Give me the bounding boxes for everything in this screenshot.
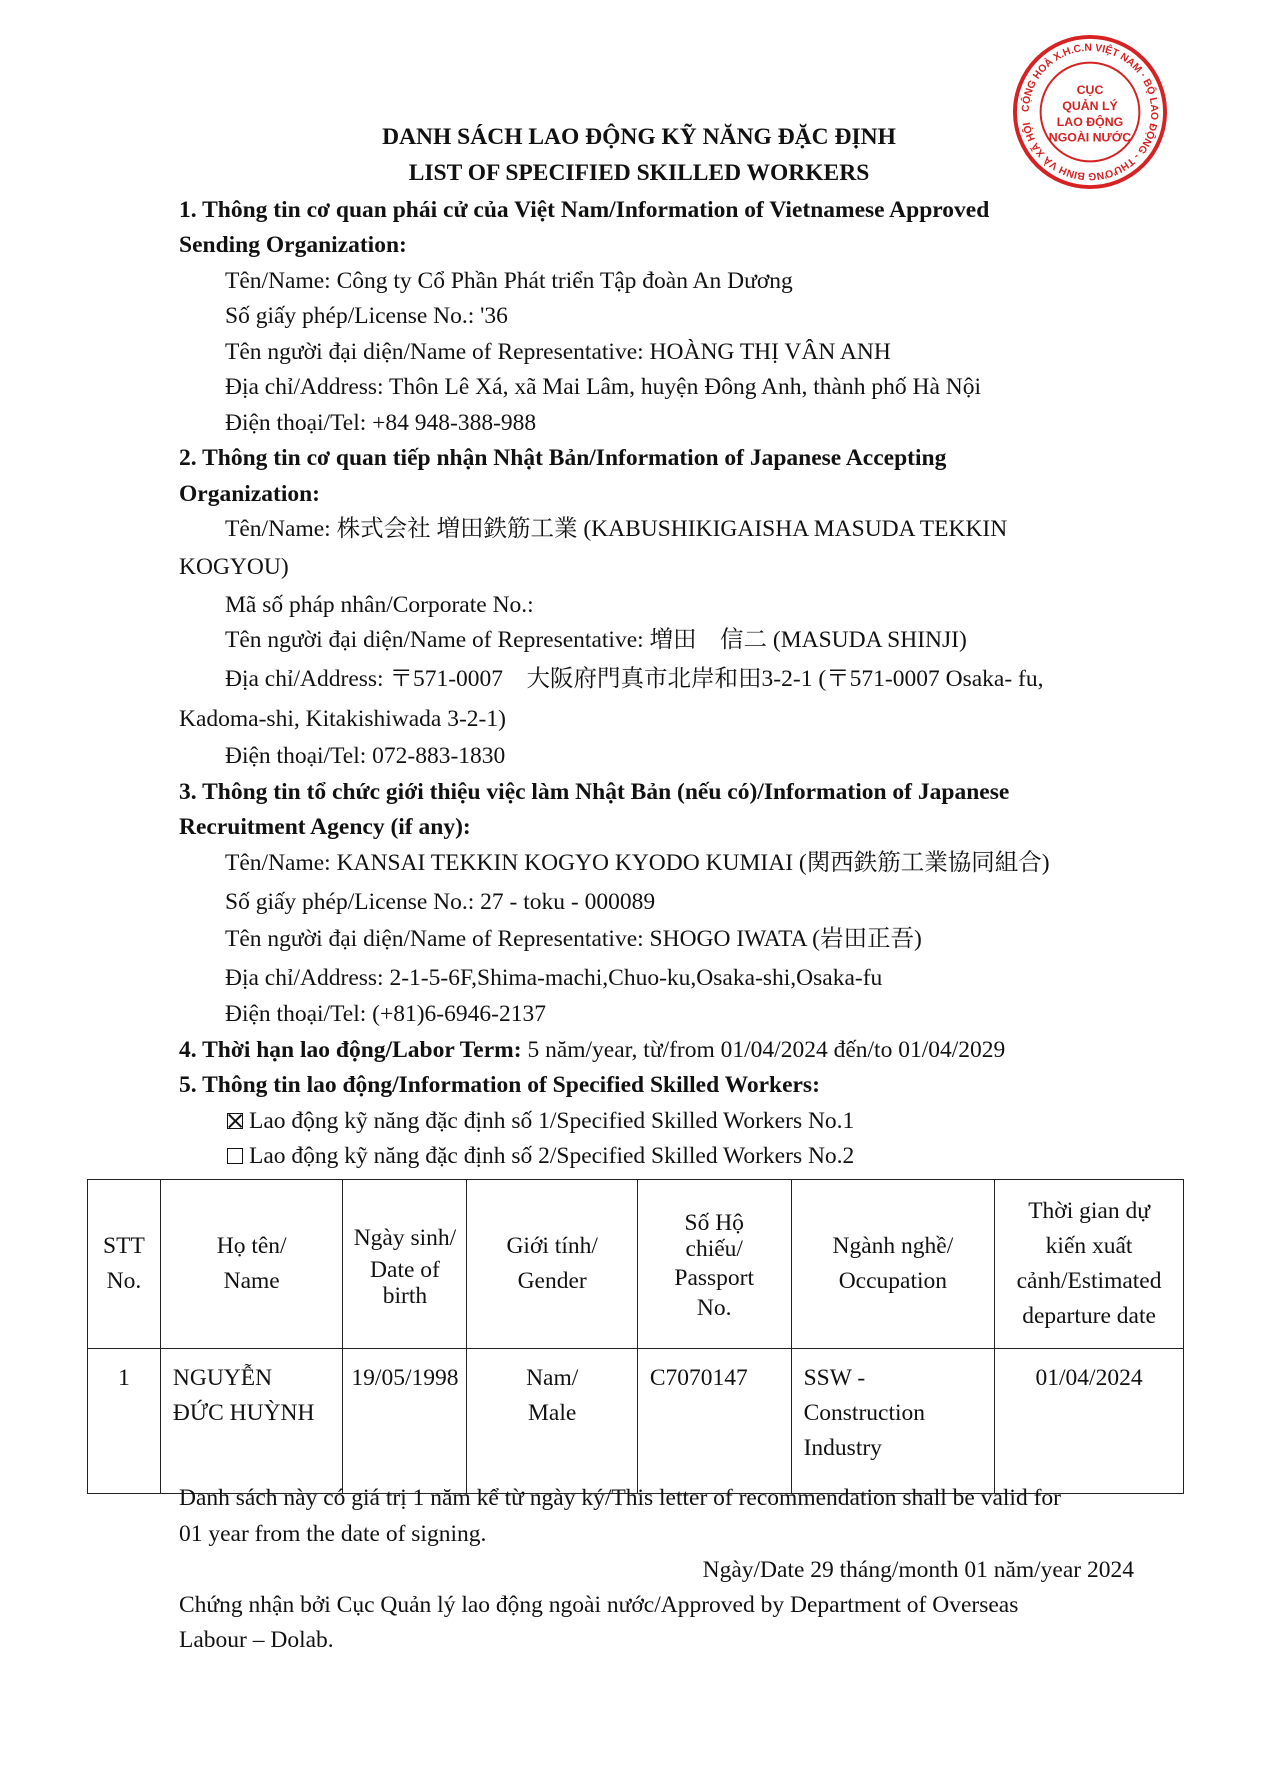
validity-note-cont: 01 year from the date of signing. — [179, 1521, 487, 1547]
cell-no: 1 — [88, 1349, 161, 1494]
s4-labor-term — [179, 1036, 1005, 1064]
s1-representative: Tên người đại diện/Name of Representative: HOÀNG THỊ VÂN ANH — [225, 339, 891, 365]
s3-tel: Điện thoại/Tel: (+81)6-6946-2137 — [225, 1001, 546, 1027]
table-row — [88, 1349, 1184, 1494]
workers-table — [87, 1179, 1184, 1494]
s2-heading-cont: Organization: — [179, 481, 320, 507]
signing-date: Ngày/Date 29 tháng/month 01 năm/year 2024 — [702, 1557, 1134, 1583]
cell-passport: C7070147 — [637, 1349, 791, 1494]
validity-note: Danh sách này có giá trị 1 năm kể từ ngày ký/This letter of recommendation shall be valid for — [179, 1485, 1061, 1511]
s5-option-2-label: Lao động kỹ năng đặc định số 2/Specified Skilled Workers No.2 — [249, 1143, 855, 1169]
s4-label: 4. Thời hạn lao động/Labor Term: — [179, 1037, 522, 1063]
title-english: LIST OF SPECIFIED SKILLED WORKERS — [408, 160, 870, 186]
s3-license: Số giấy phép/License No.: 27 - toku - 000089 — [225, 889, 656, 915]
unchecked-box-icon — [227, 1148, 243, 1164]
s3-heading: 3. Thông tin tổ chức giới thiệu việc làm Nhật Bản (nếu có)/Information of Japanese — [179, 779, 1010, 805]
header-passport: Số Hộ chiếu/ Passport No. — [637, 1180, 791, 1349]
seal-arc-text: CỘNG HOÀ X.H.C.N VIỆT NAM · BỘ LAO ĐỘNG - THƯƠNG BINH VÀ XÃ HỘI — [1020, 42, 1160, 182]
cell-departure: 01/04/2024 — [995, 1349, 1184, 1494]
s2-corporate-no: Mã số pháp nhân/Corporate No.: — [225, 592, 534, 618]
s1-heading: 1. Thông tin cơ quan phái cử của Việt Nam/Information of Vietnamese Approved — [179, 197, 990, 223]
s1-license: Số giấy phép/License No.: '36 — [225, 303, 508, 329]
s1-heading-cont: Sending Organization: — [179, 232, 407, 258]
cell-name: NGUYỄN ĐỨC HUỲNH — [160, 1349, 343, 1494]
header-occupation: Ngành nghề/ Occupation — [791, 1180, 995, 1349]
header-gender: Giới tính/ Gender — [467, 1180, 637, 1349]
s3-address: Địa chỉ/Address: 2-1-5-6F,Shima-machi,Chuo-ku,Osaka-shi,Osaka-fu — [225, 965, 883, 991]
cell-gender: Nam/ Male — [467, 1349, 637, 1494]
header-dob: Ngày sinh/ Date of birth — [343, 1180, 467, 1349]
checked-box-icon — [227, 1113, 243, 1129]
s2-address-cont: Kadoma-shi, Kitakishiwada 3-2-1) — [179, 706, 506, 732]
s1-name: Tên/Name: Công ty Cổ Phần Phát triển Tập đoàn An Dương — [225, 268, 793, 294]
title-vietnamese: DANH SÁCH LAO ĐỘNG KỸ NĂNG ĐẶC ĐỊNH — [382, 124, 896, 150]
cell-occupation: SSW - Construction Industry — [791, 1349, 995, 1494]
table-header-row — [88, 1180, 1184, 1349]
s5-option-1 — [227, 1107, 854, 1135]
s2-name-cont: KOGYOU) — [179, 554, 289, 580]
s1-address: Địa chỉ/Address: Thôn Lê Xá, xã Mai Lâm, huyện Đông Anh, thành phố Hà Nội — [225, 374, 981, 400]
seal-line-2: QUẢN LÝ — [1062, 99, 1118, 114]
s2-address: Địa chỉ/Address: 〒571-0007 大阪府門真市北岸和田3-2-1 (〒571-0007 Osaka- fu, — [225, 666, 1044, 692]
s2-tel: Điện thoại/Tel: 072-883-1830 — [225, 743, 506, 769]
approval-note-cont: Labour – Dolab. — [179, 1627, 334, 1653]
s3-representative: Tên người đại diện/Name of Representative: SHOGO IWATA (岩田正吾) — [225, 926, 922, 952]
s3-name: Tên/Name: KANSAI TEKKIN KOGYO KYODO KUMIAI (関西鉄筋工業協同組合) — [225, 850, 1050, 876]
seal-line-3: LAO ĐỘNG — [1056, 114, 1124, 129]
approval-note: Chứng nhận bởi Cục Quản lý lao động ngoài nước/Approved by Department of Overseas — [179, 1592, 1019, 1618]
header-departure: Thời gian dự kiến xuất cảnh/Estimated departure date — [995, 1180, 1184, 1349]
s2-representative: Tên người đại diện/Name of Representative: 増田 信二 (MASUDA SHINJI) — [225, 627, 967, 653]
header-no: STT No. — [88, 1180, 161, 1349]
s3-heading-cont: Recruitment Agency (if any): — [179, 814, 471, 840]
s2-name: Tên/Name: 株式会社 増田鉄筋工業 (KABUSHIKIGAISHA MASUDA TEKKIN — [225, 516, 1008, 542]
header-name: Họ tên/ Name — [160, 1180, 343, 1349]
seal-line-1: CỤC — [1076, 83, 1104, 98]
s5-option-2 — [227, 1142, 854, 1170]
s1-tel: Điện thoại/Tel: +84 948-388-988 — [225, 410, 537, 436]
s2-heading: 2. Thông tin cơ quan tiếp nhận Nhật Bản/Information of Japanese Accepting — [179, 445, 947, 471]
cell-dob: 19/05/1998 — [343, 1349, 467, 1494]
s4-value: 5 năm/year, từ/from 01/04/2024 đến/to 01/04/2029 — [521, 1037, 1006, 1063]
seal-line-4: NGOÀI NƯỚC — [1048, 130, 1132, 145]
s5-heading: 5. Thông tin lao động/Information of Specified Skilled Workers: — [179, 1072, 820, 1098]
s5-option-1-label: Lao động kỹ năng đặc định số 1/Specified Skilled Workers No.1 — [249, 1108, 855, 1134]
